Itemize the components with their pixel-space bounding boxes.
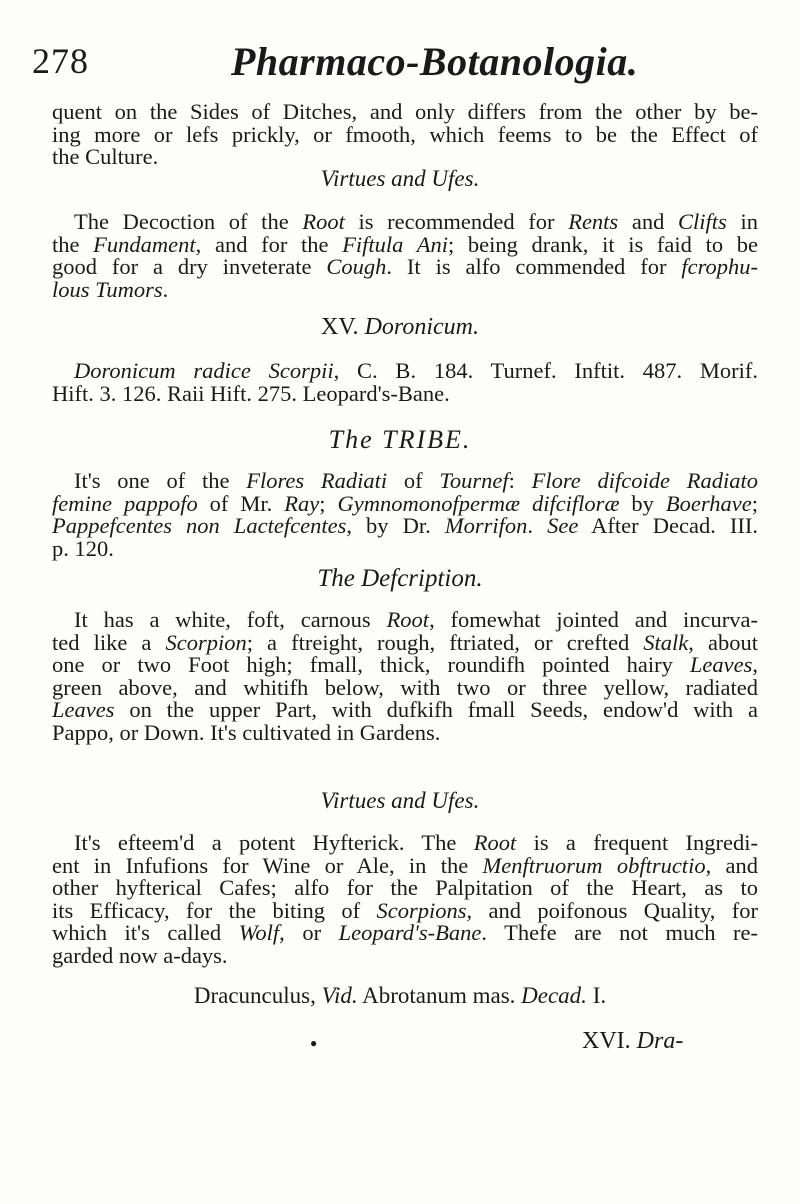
italic-run: Leaves	[52, 697, 115, 722]
italic-run: Boerhave	[665, 490, 752, 516]
text-line	[52, 490, 758, 516]
section-heading-xv	[0, 314, 800, 341]
paragraph-virtues	[52, 211, 758, 301]
italic-run: Morrifon	[444, 513, 528, 538]
text-line: quent on the Sides of Ditches, and only differs from the other by be-	[52, 99, 758, 124]
text-run: of	[387, 468, 440, 493]
italic-run: Pappefcentes non Lactefcentes	[52, 513, 347, 538]
text-line	[52, 852, 758, 878]
italic-run: See	[547, 513, 579, 538]
text-line	[52, 276, 758, 302]
tribe-paragraph	[52, 470, 758, 560]
paragraph-intro	[52, 101, 758, 169]
running-title: Pharmaco-Botanologia.	[231, 39, 639, 84]
text-run: , about	[688, 629, 758, 655]
text-run: which it's called	[52, 920, 239, 945]
italic-run: Gymnomonofpermæ difcifloræ	[337, 490, 620, 516]
italic-run: Leaves	[689, 652, 753, 677]
italic-run: Stalk	[643, 629, 689, 655]
italic-run: Cough	[326, 254, 387, 279]
italic-run: Flores Radiati	[246, 468, 388, 493]
text-run: .	[527, 513, 548, 538]
italic-run: Dra-	[636, 1028, 684, 1054]
italic-run: Decad.	[521, 983, 587, 1008]
text-run: of Mr.	[197, 490, 285, 516]
italic-run: Wolf	[238, 920, 280, 945]
text-run: on the upper Part, with dufkifh fmall Seeds, endow'd with a	[114, 697, 758, 722]
text-line	[52, 609, 758, 632]
text-line: p. 120.	[52, 535, 114, 561]
text-run: , fomewhat jointed and incurva-	[429, 607, 759, 632]
text-run: ; being drank, it is faid to be	[447, 231, 758, 257]
text-run: XVI.	[582, 1028, 637, 1054]
virtues-heading: Virtues and Ufes.	[320, 166, 480, 191]
tribe-heading: The TRIBE.	[328, 425, 472, 454]
text-run: ;	[751, 490, 758, 516]
catchword	[582, 1028, 683, 1055]
text-run: The Decoction of the	[74, 209, 303, 234]
text-run: After Decad. III.	[578, 513, 759, 538]
italic-run: Tournef	[439, 468, 509, 493]
italic-run: Menftruorum obftructio	[482, 852, 706, 878]
text-line	[52, 211, 758, 234]
text-run: , and for the	[195, 231, 343, 257]
italic-run: Flore difcoide Radiato	[531, 468, 758, 493]
text-line: garded now a-days.	[52, 942, 228, 968]
page-header	[32, 39, 676, 100]
text-run: is recommended for	[344, 209, 569, 234]
text-run: and	[618, 209, 679, 234]
page-number: 278	[32, 41, 89, 81]
italic-run: Doronicum radice Scorpii	[74, 358, 334, 383]
italic-run: fcrophu-	[681, 254, 758, 279]
text-line	[52, 654, 758, 677]
text-run: the	[52, 231, 94, 257]
text-run: ent in Infufions for Wine or Ale, in the	[52, 852, 483, 878]
cross-reference	[0, 983, 800, 1009]
text-line	[52, 699, 758, 722]
text-run: ;	[319, 490, 338, 516]
text-run: , and poifonous Quality, for	[466, 897, 758, 923]
italic-run: Fundament	[93, 231, 196, 257]
text-run: good for a dry inveterate	[52, 254, 327, 279]
italic-run: Clifts	[678, 209, 727, 234]
text-run: in	[726, 209, 758, 234]
text-run: I.	[586, 983, 607, 1008]
text-run: one or two Foot high; fmall, thick, roundifh pointed hairy	[52, 652, 690, 677]
italic-run: Ray	[284, 490, 320, 516]
text-line	[52, 515, 758, 538]
virtues-heading-2: Virtues and Ufes.	[320, 788, 480, 813]
uses-paragraph	[52, 832, 758, 967]
text-run: ,	[752, 652, 758, 677]
italic-run: Fiftula Ani	[342, 231, 448, 257]
italic-run: Rents	[568, 209, 619, 234]
description-heading: The Defcription.	[317, 565, 483, 592]
text-run: , and	[705, 852, 758, 878]
text-run: It has a white, foft, carnous	[74, 607, 387, 632]
text-line	[52, 832, 758, 855]
text-line: green above, and whitifh below, with two or three yellow, radiated	[52, 674, 758, 700]
text-run: :	[508, 468, 532, 493]
text-line	[52, 922, 758, 945]
text-run: Dracunculus,	[193, 983, 322, 1008]
text-line: Hift. 3. 126. Raii Hift. 275. Leopard's-Bane.	[52, 380, 450, 406]
text-run: ; a ftreight, rough, ftriated, or crefted	[246, 629, 644, 655]
text-run: .	[162, 276, 169, 302]
italic-run: femine pappofo	[52, 490, 198, 516]
italic-run: Scorpions	[376, 897, 467, 923]
section-number: XV.	[320, 314, 359, 340]
italic-run: Root	[386, 607, 430, 632]
text-run: It's one of the	[74, 468, 247, 493]
italic-run: Leopard's-Bane	[338, 920, 482, 945]
text-run: is a frequent Ingredi-	[516, 830, 759, 855]
description-paragraph	[52, 609, 758, 744]
text-run: ted like a	[52, 629, 166, 655]
text-line	[52, 470, 758, 493]
text-line: the Culture.	[52, 144, 159, 169]
text-run: Abrotanum mas.	[357, 983, 522, 1008]
section-name: Doronicum.	[364, 314, 479, 340]
text-run: It's efteem'd a potent Hyfterick. The	[74, 830, 474, 855]
text-line	[52, 629, 758, 655]
text-line	[52, 359, 758, 382]
italic-run: lous Tumors	[52, 276, 163, 302]
text-run: . It is alfo commended for	[386, 254, 682, 279]
italic-run: Scorpion	[165, 629, 247, 655]
bullet-mark: ●	[310, 1036, 318, 1050]
italic-run: Root	[302, 209, 345, 234]
text-line: ing more or lefs prickly, or fmooth, which feems to be the Effect of	[52, 121, 758, 147]
text-run: , C. B. 184. Turnef. Inftit. 487. Morif.	[333, 358, 758, 383]
synonyms-paragraph	[52, 359, 758, 404]
text-line	[52, 231, 758, 257]
text-run: , by Dr.	[346, 513, 445, 538]
text-line	[52, 256, 758, 279]
italic-run: Vid.	[321, 983, 358, 1008]
text-run: by	[619, 490, 666, 516]
text-run: , or	[279, 920, 339, 945]
text-run: . Thefe are not much re-	[481, 920, 759, 945]
text-line: other hyfterical Cafes; alfo for the Palpitation of the Heart, as to	[52, 875, 758, 900]
text-run: its Efficacy, for the biting of	[52, 897, 377, 923]
text-line	[52, 897, 758, 923]
italic-run: Root	[473, 830, 517, 855]
text-line: Pappo, or Down. It's cultivated in Gardens.	[52, 719, 441, 745]
